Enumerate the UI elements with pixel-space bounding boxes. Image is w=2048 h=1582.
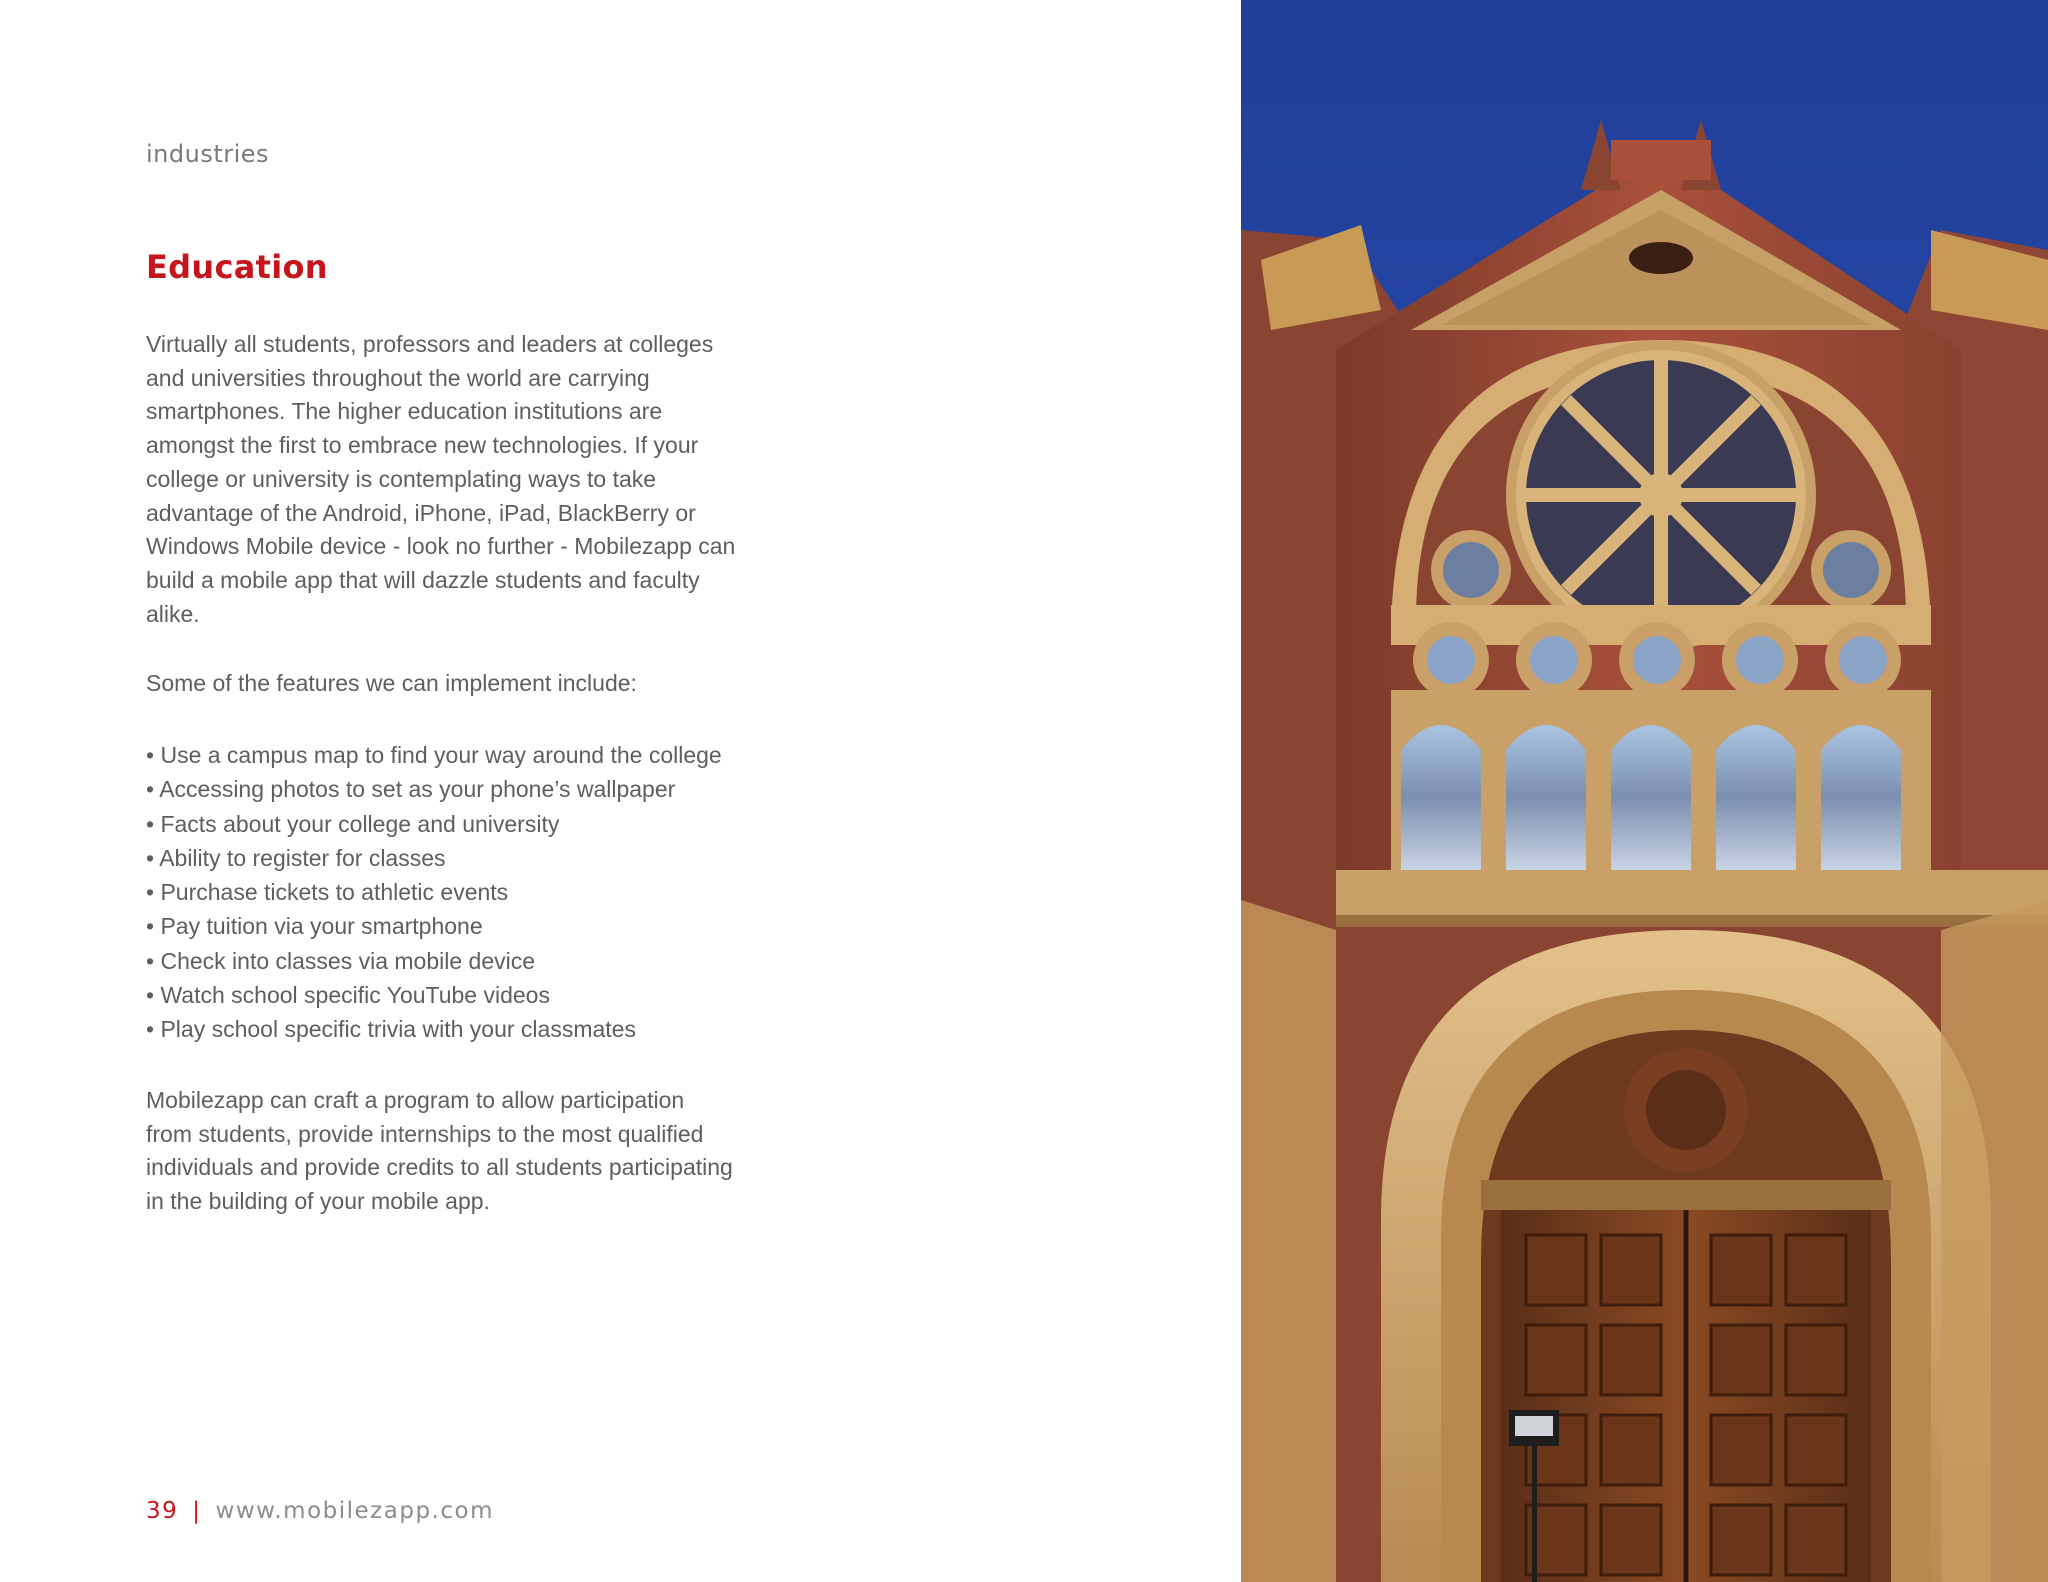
closing-paragraph: Mobilezapp can craft a program to allow participation from students, provide internships to the most qualified individuals and provide credits to all students participating in the building of your mobile app. bbox=[146, 1087, 733, 1215]
page-footer bbox=[146, 1498, 494, 1524]
list-item: • Ability to register for classes bbox=[146, 841, 766, 875]
list-item: • Purchase tickets to athletic events bbox=[146, 875, 766, 909]
list-item: • Play school specific trivia with your classmates bbox=[146, 1012, 766, 1046]
features-list bbox=[146, 738, 766, 1047]
list-item: • Use a campus map to find your way around the college bbox=[146, 738, 766, 772]
list-item: • Facts about your college and university bbox=[146, 807, 766, 841]
building-photo bbox=[1241, 0, 2048, 1582]
list-item: • Pay tuition via your smartphone bbox=[146, 909, 766, 943]
page-number: 39 bbox=[146, 1498, 179, 1524]
footer-separator: | bbox=[192, 1498, 202, 1524]
page-title: Education bbox=[146, 248, 328, 286]
intro-paragraph: Virtually all students, professors and leaders at colleges and universities throughout the world are carrying smartphones. The higher education institutions are amongst the first to embrace new technologies. If your college or university is contemplating ways to take advantage of the Android, iPhone, iPad, BlackBerry or Windows Mobile device - look no further - Mobilezapp can build a mobile app that will dazzle students and faculty alike. bbox=[146, 331, 736, 627]
list-item: • Watch school specific YouTube videos bbox=[146, 978, 766, 1012]
section-label: industries bbox=[146, 140, 270, 168]
list-item: • Accessing photos to set as your phone’s wallpaper bbox=[146, 772, 766, 806]
website-link[interactable]: www.mobilezapp.com bbox=[215, 1498, 494, 1524]
list-item: • Check into classes via mobile device bbox=[146, 944, 766, 978]
features-lead: Some of the features we can implement include: bbox=[146, 670, 637, 696]
